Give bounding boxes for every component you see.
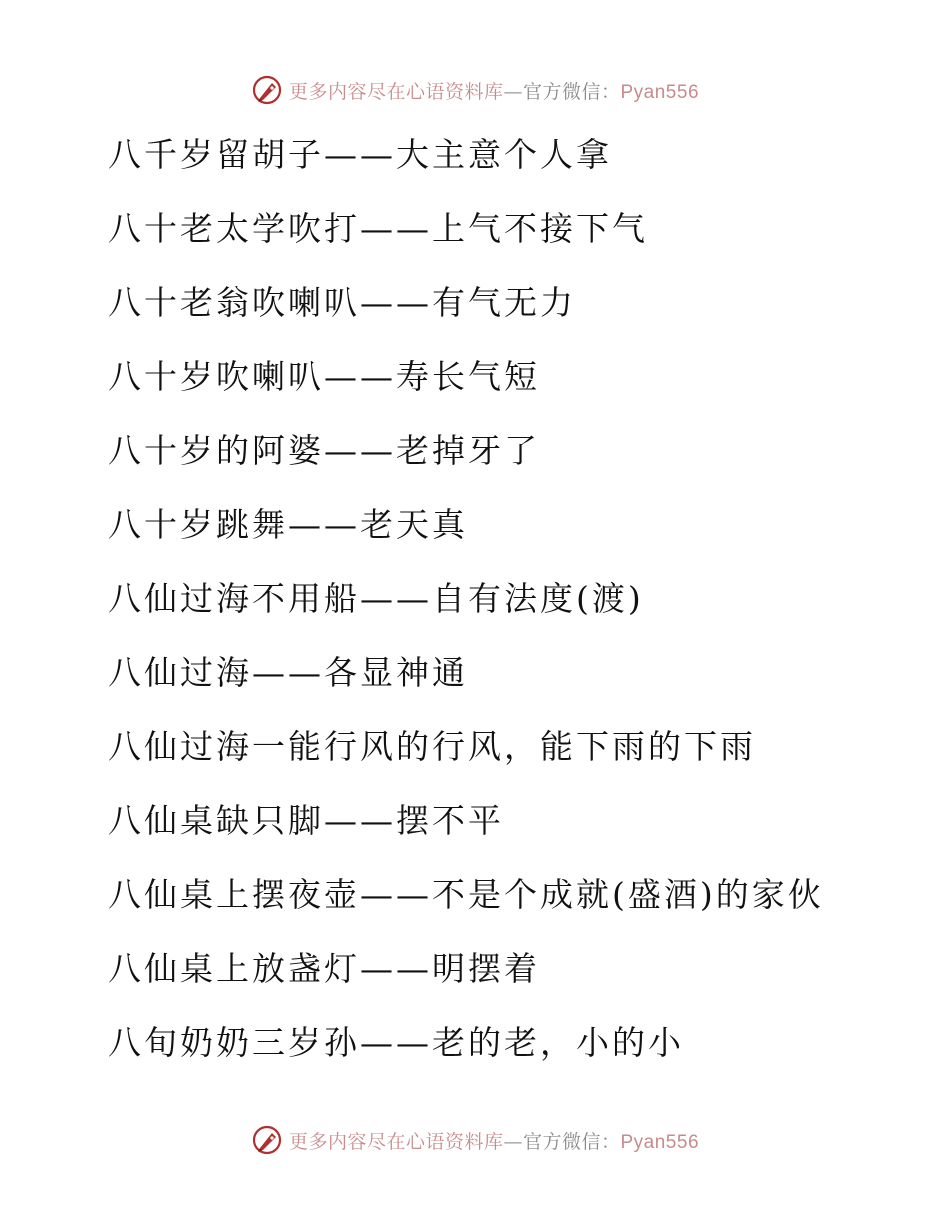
header-banner xyxy=(0,70,950,110)
footer-separator: — xyxy=(503,1130,523,1153)
header-banner-text xyxy=(289,77,699,104)
list-item: 八十老太学吹打——上气不接下气 xyxy=(108,209,648,248)
list-item: 八十岁跳舞——老天真 xyxy=(108,505,468,544)
pen-nib-logo-icon xyxy=(251,1124,283,1156)
footer-banner-text xyxy=(289,1127,699,1154)
list-item: 八仙过海一能行风的行风，能下雨的下雨 xyxy=(108,727,756,766)
footer-wechat-id: Pyan556 xyxy=(620,1131,700,1153)
footer-banner-inner xyxy=(251,1124,699,1156)
list-item: 八千岁留胡子——大主意个人拿 xyxy=(108,135,612,174)
footer-brand-text: 更多内容尽在心语资料库 xyxy=(288,1130,504,1153)
list-item: 八仙桌上摆夜壶——不是个成就(盛酒)的家伙 xyxy=(108,875,824,914)
entry-list xyxy=(108,118,908,1080)
list-item: 八十老翁吹喇叭——有气无力 xyxy=(108,283,576,322)
list-item: 八十岁的阿婆——老掉牙了 xyxy=(108,431,540,470)
list-item: 八旬奶奶三岁孙——老的老，小的小 xyxy=(108,1023,684,1062)
header-banner-inner xyxy=(251,74,699,106)
list-item: 八十岁吹喇叭——寿长气短 xyxy=(108,357,540,396)
header-separator: — xyxy=(503,80,523,103)
header-wechat-id: Pyan556 xyxy=(620,81,700,103)
list-item: 八仙桌上放盏灯——明摆着 xyxy=(108,949,540,988)
header-brand-text: 更多内容尽在心语资料库 xyxy=(288,80,504,103)
footer-wechat-label: 官方微信： xyxy=(522,1130,621,1153)
list-item: 八仙桌缺只脚——摆不平 xyxy=(108,801,504,840)
list-item: 八仙过海——各显神通 xyxy=(108,653,468,692)
pen-nib-logo-icon xyxy=(251,74,283,106)
list-item: 八仙过海不用船——自有法度(渡) xyxy=(108,579,644,618)
footer-banner xyxy=(0,1120,950,1160)
header-wechat-label: 官方微信： xyxy=(522,80,621,103)
